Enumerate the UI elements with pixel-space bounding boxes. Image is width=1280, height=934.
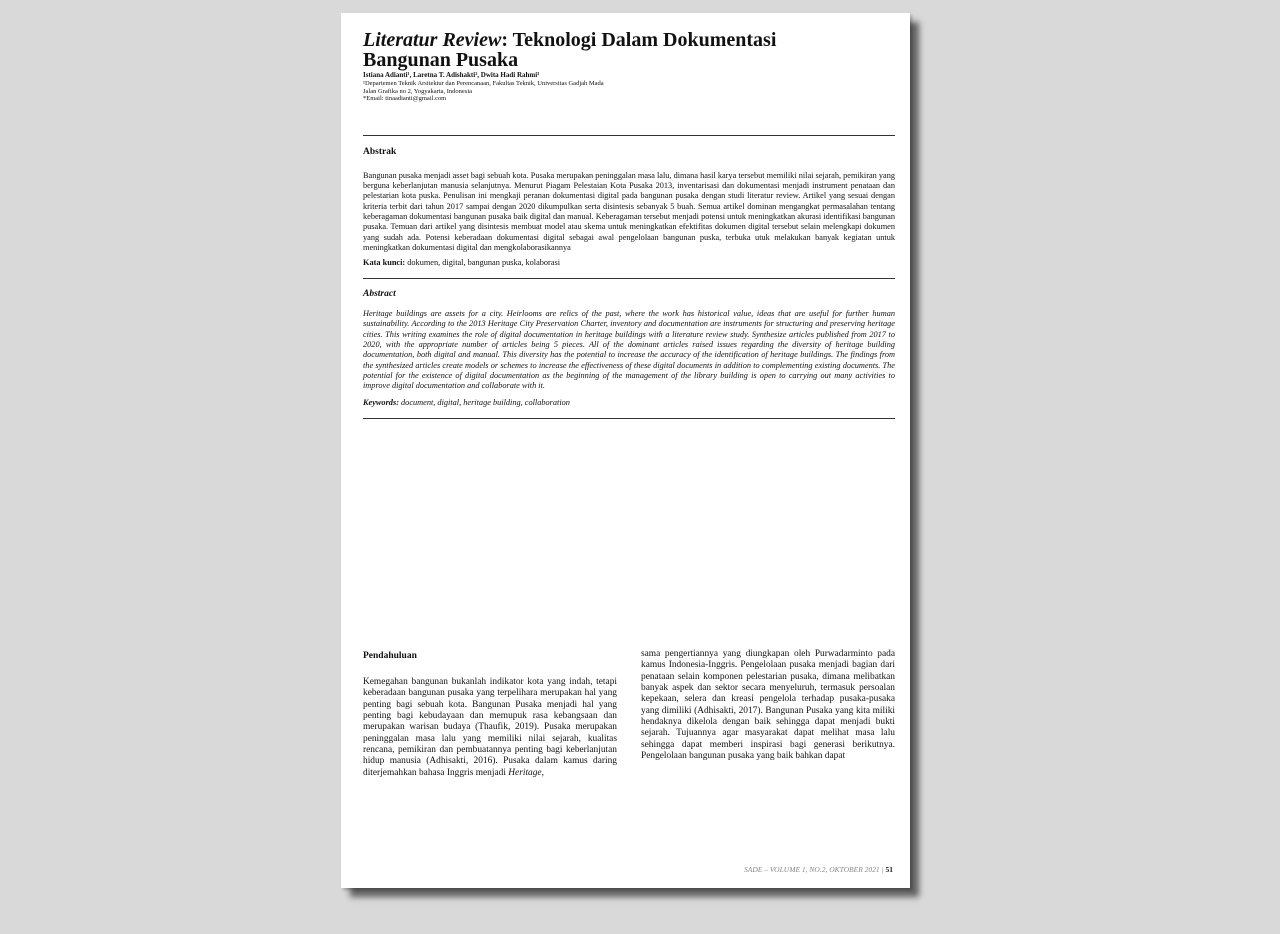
abstract-kw-text: document, digital, heritage building, collaboration <box>398 397 570 407</box>
divider <box>363 135 895 136</box>
column-left <box>363 650 617 779</box>
abstract-kw-label: Keywords: <box>363 397 399 407</box>
page-content <box>363 29 895 778</box>
pendahuluan-heading: Pendahuluan <box>363 651 417 661</box>
email: *Email: tinaadianti@gmail.com <box>363 95 447 103</box>
abstract-body: Heritage buildings are assets for a city. Heirlooms are relics of the past, where the work has historical value, ideas that are useful for further human sustainability. According to the 2013 Heritage City Preservation Charter, inventory and documentation are instruments for structuring and preserving heritage cities. This writing examines the role of digital documentation in heritage buildings with a literature review study. Synthesize articles published from 2017 to 2020, with the appropriate number of articles being 5 pieces. All of the dominant articles raised issues regarding the diversity of heritage building documentation, both digital and manual. This diversity has the potential to increase the accuracy of the identification of heritage buildings. The findings from the synthesized articles create models or schemes to increase the effectiveness of these digital documents in addition to complementing existing documents. The potential for the existence of digital documentation as the beginning of the management of the library building is open to carrying out many activities to improve digital documentation and collaborate with it. <box>363 309 895 391</box>
authors: Istiana Adianti¹, Laretna T. Adishakti², Dwita Hadi Rahmi³ <box>363 71 540 79</box>
pendahuluan-col1-italic: Heritage <box>508 767 542 778</box>
title-line2: Bangunan Pusaka <box>363 49 519 71</box>
abstrak-keywords <box>363 257 895 268</box>
paper-title <box>363 30 895 70</box>
column-right: sama pengertiannya yang diungkapan oleh Purwadarminto pada kamus Indonesia-Inggris. Pengelolaan pusaka menjadi bagian dari penataan selain komponen pelestarian pusaka, dimana melibatkan banyak aspek dan sektor secara menyeluruh, termasuk persoalan kepekaan, selera dan kreasi pengelola terhadap pusaka-pusaka yang dimiliki (Adhisakti, 2017). Bangunan Pusaka yang kita miliki hendaknya dikelola dengan baik sehingga dapat menjadi bukti sejarah. Tujuannya agar masyarakat dapat melihat masa lalu sehingga dapat memberi inspirasi bagi generasi berikutnya. Pengelolaan bangunan pusaka yang baik bahkan dapat <box>641 649 895 762</box>
page-number: 51 <box>885 865 893 874</box>
abstract-keywords <box>363 397 895 408</box>
abstract-heading: Abstract <box>363 289 396 300</box>
divider <box>363 278 895 279</box>
footer-journal: SADE – VOLUME 1, NO.2, OKTOBER 2021 | <box>744 865 886 874</box>
title-italic: Literatur Review <box>363 29 502 51</box>
abstrak-heading: Abstrak <box>363 146 397 157</box>
address: Jalan Grafika no 2, Yogyakarta, Indonesia <box>363 87 473 95</box>
page-footer <box>744 865 893 874</box>
abstrak-kw-label: Kata kunci: <box>363 258 406 268</box>
divider <box>363 418 895 419</box>
title-rest: : Teknologi Dalam Dokumentasi <box>501 29 777 51</box>
paper-page <box>341 13 910 888</box>
abstrak-kw-text: dokumen, digital, bangunan puska, kolaborasi <box>405 258 561 268</box>
pendahuluan-col1: Kemegahan bangunan bukanlah indikator kota yang indah, tetapi keberadaan bangunan pusaka yang terpelihara merupakan hal yang penting bagi sebuah kota. Bangunan Pusaka menjadi hal yang penting bagi kebudayaan dan memupuk rasa kebangsaan dan merupakan warisan budaya (Thaufik, 2019). Pusaka merupakan peninggalan masa lalu yang memiliki nilai sejarah, kualitas rencana, pemikiran dan pembuatannya penting bagi keberlanjutan hidup manusia (Adhisakti, 2016). Pusaka dalam kamus daring diterjemahkan bahasa Inggris menjadi <box>363 677 617 778</box>
two-column-body <box>363 650 895 779</box>
pendahuluan-col1-end: , <box>541 767 544 778</box>
abstrak-body: Bangunan pusaka menjadi asset bagi sebuah kota. Pusaka merupakan peninggalan masa lalu, dimana hasil karya tersebut memiliki nilai sejarah, pemikiran yang berguna keberlanjutan manusia selanjutnya. Menurut Piagam Pelestaian Kota Pusaka 2013, inventarisasi dan dokumentasi menjadi instrument penataan dan pelestarian kota puska. Penulisan ini mengkaji peranan dokumentasi digital pada bangunan pusaka dengan studi literatur review. Artikel yang sesuai dengan kriteria terbit dari tahun 2017 sampai dengan 2020 dikumpulkan serta disintesis sebanyak 5 buah. Semua artikel dominan mengangkat permasalahan tentang keberagaman dokumentasi bangunan pusaka baik digital dan manual. Keberagaman tersebut menjadi potensi untuk meningkatkan akurasi identifikasi bangunan pusaka. Temuan dari artikel yang disintesis membuat model atau skema untuk meningkatkan efektifitas dokumen digital tersebut selain melengkapi dokumen yang sudah ada. Potensi keberadaan dokumentasi digital sebagai awal pengelolaan bangunan puska, terbuka utuk melakukan banyak kegiatan untuk meningkatkan dokumentasi digital dan mengkolaborasikannya <box>363 170 895 252</box>
affiliation: ¹Departemen Teknik Arsitektur dan Perencanaan, Fakultas Teknik, Universitas Gadjah Mada <box>363 80 604 87</box>
